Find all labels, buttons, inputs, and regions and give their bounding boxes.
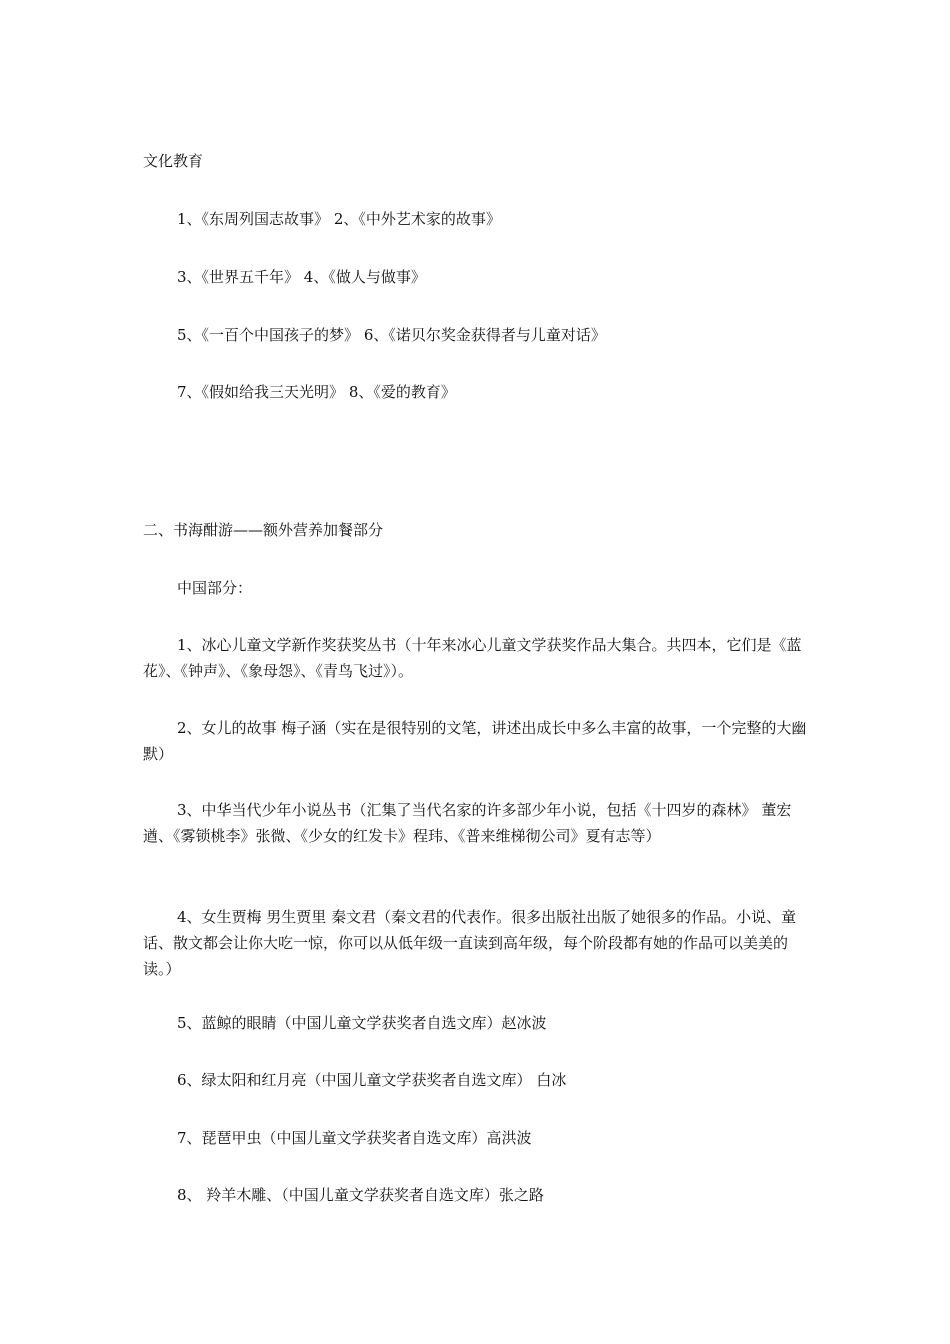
section-heading-extra-reading: 二、书海酣游——额外营养加餐部分 <box>143 521 384 539</box>
section-heading-culture: 文化教育 <box>143 152 204 170</box>
book-list-line: 1、《东周列国志故事》 2、《中外艺术家的故事》 <box>177 210 501 228</box>
subheading-china: 中国部分： <box>177 579 253 597</box>
reading-item: 3、中华当代少年小说丛书（汇集了当代名家的许多部少年小说，包括《十四岁的森林》 董宏遒、《雾锁桃李》张微、《少女的红发卡》程玮、《普来维梯彻公司》夏有志等） <box>143 801 792 845</box>
reading-item: 7、琵琶甲虫（中国儿童文学获奖者自选文库）高洪波 <box>177 1129 532 1147</box>
reading-item: 4、女生贾梅 男生贾里 秦文君（秦文君的代表作。很多出版社出版了她很多的作品。小说、童话、散文都会让你大吃一惊，你可以从低年级一直读到高年级，每个阶段都有她的作品可以美美的读。） <box>143 908 797 978</box>
reading-item: 6、绿太阳和红月亮（中国儿童文学获奖者自选文库） 白冰 <box>177 1071 567 1089</box>
reading-item: 5、蓝鲸的眼睛（中国儿童文学获奖者自选文库）赵冰波 <box>177 1014 547 1032</box>
book-list-line: 3、《世界五千年》 4、《做人与做事》 <box>177 268 426 286</box>
book-list-line: 7、《假如给我三天光明》 8、《爱的教育》 <box>177 383 456 401</box>
reading-item: 8、 羚羊木雕、（中国儿童文学获奖者自选文库）张之路 <box>177 1186 544 1204</box>
book-list-line: 5、《一百个中国孩子的梦》 6、《诺贝尔奖金获得者与儿童对话》 <box>177 326 606 344</box>
reading-item: 1、冰心儿童文学新作奖获奖丛书（十年来冰心儿童文学获奖作品大集合。共四本，它们是《蓝花》、《钟声》、《象母怨》、《青鸟飞过》）。 <box>143 636 802 680</box>
reading-item: 2、女儿的故事 梅子涵（实在是很特别的文笔，讲述出成长中多么丰富的故事，一个完整的大幽默） <box>143 719 807 763</box>
